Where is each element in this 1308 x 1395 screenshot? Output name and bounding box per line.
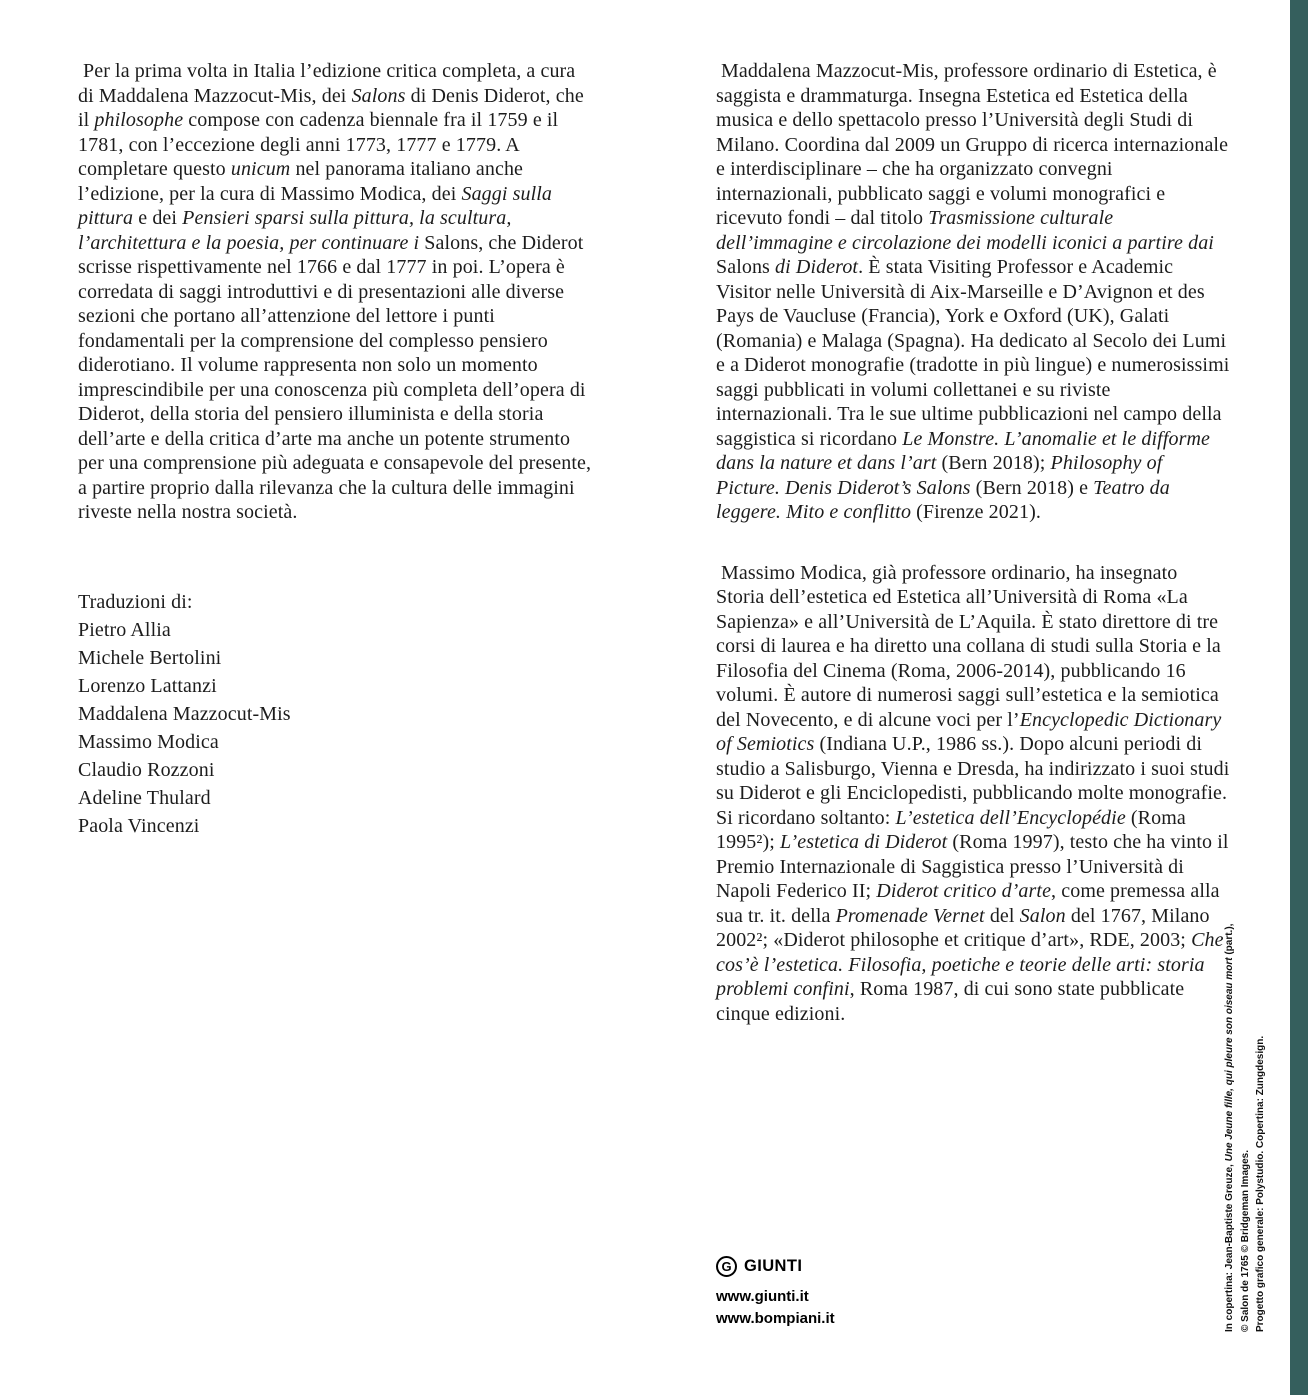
translator-name: Lorenzo Lattanzi	[78, 674, 217, 697]
translators-block	[78, 588, 594, 840]
spine-color-band	[1290, 0, 1308, 1395]
publisher-urls	[716, 1286, 835, 1330]
translator-name: Claudio Rozzoni	[78, 758, 215, 781]
credit-line-design: Progetto grafico generale: Polystudio. Copertina: Zungdesign.	[1255, 1035, 1266, 1332]
credit-line-copyright: © Salon de 1765 © Bridgeman Images.	[1239, 1149, 1251, 1332]
giunti-url: www.giunti.it	[716, 1288, 809, 1305]
right-column	[716, 59, 1230, 1026]
translator-name: Maddalena Mazzocut-Mis	[78, 702, 291, 725]
publisher-footer	[716, 1256, 835, 1330]
giunti-logo	[716, 1256, 835, 1277]
translators-heading: Traduzioni di:	[78, 590, 193, 613]
giunti-logo-icon: G	[716, 1256, 737, 1277]
bio-modica: Massimo Modica, già professore ordinario, ha insegnato Storia dell’estetica ed Estetica all’Università di Roma «La Sapienza» e all’Università de L’Aquila. È stato direttore di tre corsi di laurea e ha diretto una collana di studi sulla Storia e la Filosofia del Cinema (Roma, 2006-2014), pubblicando 16 volumi. È autore di numerosi saggi sull’estetica e la semiotica del Novecento, e di alcune voci per l’Encyclopedic Dictionary of Semiotics (Indiana U.P., 1986 ss.). Dopo alcuni periodi di studio a Salisburgo, Vienna e Dresda, ha indirizzato i suoi studi su Diderot e gli Enciclopedisti, pubblicando molte monografie. Si ricordano soltanto: L’estetica dell’Encyclopédie (Roma 1995²); L’estetica di Diderot (Roma 1997), testo che ha vinto il Premio Internazionale di Saggistica presso l’Università di Napoli Federico II; Diderot critico d’arte, come premessa alla sua tr. it. della Promenade Vernet del Salon del 1767, Milano 2002²; «Diderot philosophe et critique d’art», RDE, 2003; Che cos’è l’estetica. Filosofia, poetiche e teorie delle arti: storia problemi confini, Roma 1987, di cui sono state pubblicate cinque edizioni.	[716, 561, 1230, 1025]
giunti-logo-text: GIUNTI	[744, 1257, 803, 1275]
bio-mazzocut-mis: Maddalena Mazzocut-Mis, professore ordinario di Estetica, è saggista e drammaturga. Insegna Estetica ed Estetica della musica e dello spettacolo presso l’Università degli Studi di Milano. Coordina dal 2009 un Gruppo di ricerca internazionale e interdisciplinare – che ha organizzato convegni internazionali, pubblicato saggi e volumi monografici e ricevuto fondi – dal titolo Trasmissione culturale dell’immagine e circolazione dei modelli iconici a partire dai Salons di Diderot. È stata Visiting Professor e Academic Visitor nelle Università di Aix-Marseille e D’Avignon et des Pays de Vaucluse (Francia), York e Oxford (UK), Galati (Romania) e Malaga (Spagna). Ha dedicato al Secolo dei Lumi e a Diderot monografie (tradotte in più lingue) e numerosissimi saggi pubblicati in volumi collettanei e su riviste internazionali. Tra le sue ultime pubblicazioni nel campo della saggistica si ricordano Le Monstre. L’anomalie et le difforme dans la nature et dans l’art (Bern 2018); Philosophy of Picture. Denis Diderot’s Salons (Bern 2018) e Teatro da leggere. Mito e conflitto (Firenze 2021).	[716, 60, 1230, 523]
translator-name: Pietro Allia	[78, 618, 171, 641]
translator-name: Michele Bertolini	[78, 646, 222, 669]
bompiani-url: www.bompiani.it	[716, 1310, 835, 1327]
cover-credits	[1222, 888, 1269, 1332]
translator-name: Adeline Thulard	[78, 786, 211, 809]
left-column	[78, 59, 594, 840]
translator-name: Paola Vincenzi	[78, 814, 200, 837]
translator-name: Massimo Modica	[78, 730, 219, 753]
credit-line-cover: In copertina: Jean-Baptiste Greuze, Une Jeune fille, qui pleure son oiseau mort (part.),	[1224, 923, 1235, 1332]
intro-paragraph: Per la prima volta in Italia l’edizione critica completa, a cura di Maddalena Mazzocut-Mis, dei Salons di Denis Diderot, che il philosophe compose con cadenza biennale fra il 1759 e il 1781, con l’eccezione degli anni 1773, 1777 e 1779. A completare questo unicum nel panorama italiano anche l’edizione, per la cura di Massimo Modica, dei Saggi sulla pittura e dei Pensieri sparsi sulla pittura, la scultura, l’architettura e la poesia, per continuare i Salons, che Diderot scrisse rispettivamente nel 1766 e dal 1777 in poi. L’opera è corredata di saggi introduttivi e di presentazioni alle diverse sezioni che portano all’attenzione del lettore i punti fondamentali per la comprensione del complesso pensiero diderotiano. Il volume rappresenta non solo un momento imprescindibile per una conoscenza più completa dell’opera di Diderot, della storia del pensiero illuminista e della storia dell’arte e della critica d’arte ma anche un potente strumento per una comprensione più adeguata e consapevole del presente, a partire proprio dalla rilevanza che la cultura delle immagini riveste nella nostra società.	[78, 60, 592, 523]
